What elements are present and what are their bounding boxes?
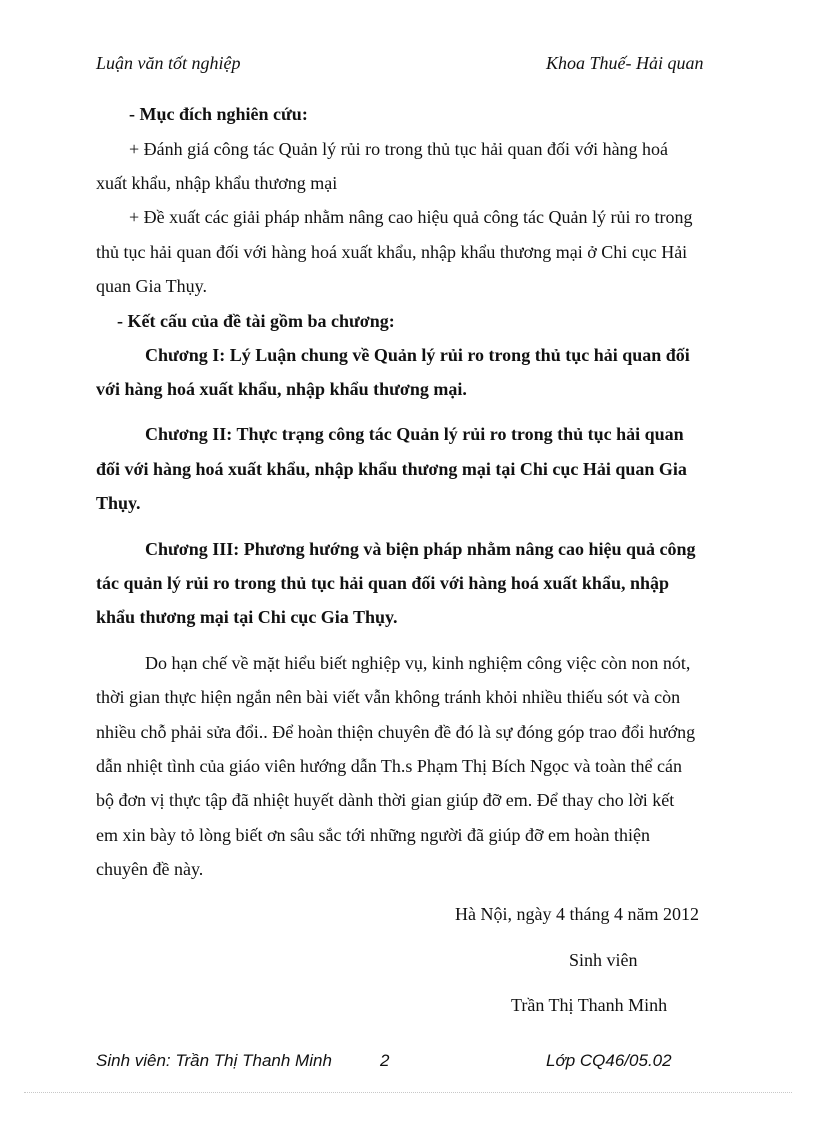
chapter-2-line-3: Thụy. <box>96 493 141 513</box>
structure-heading: - Kết cấu của đề tài gồm ba chương: <box>117 311 395 331</box>
footer-page-number: 2 <box>380 1051 390 1070</box>
purpose-item-2-line-3: quan Gia Thụy. <box>96 276 207 296</box>
closing-line-3: nhiều chỗ phải sửa đổi.. Để hoàn thiện chuyên đề đó là sự đóng góp trao đổi hướng <box>96 722 696 742</box>
signature-role: Sinh viên <box>569 950 638 970</box>
chapter-1-line-2: với hàng hoá xuất khẩu, nhập khẩu thương mại. <box>96 379 467 399</box>
closing-line-2: thời gian thực hiện ngắn nên bài viết vẫn không tránh khỏi nhiều thiếu sót và còn <box>96 687 681 707</box>
page-bottom-rule <box>24 1092 792 1093</box>
header-right: Khoa Thuế- Hải quan <box>546 53 704 73</box>
chapter-3-line-2: tác quản lý rủi ro trong thủ tục hải quan đối với hàng hoá xuất khẩu, nhập <box>96 573 669 593</box>
signature-date: Hà Nội, ngày 4 tháng 4 năm 2012 <box>455 904 699 924</box>
closing-line-1: Do hạn chế về mặt hiểu biết nghiệp vụ, kinh nghiệm công việc còn non nót, <box>145 653 691 673</box>
chapter-3-line-1: Chương III: Phương hướng và biện pháp nhằm nâng cao hiệu quả công <box>145 539 696 559</box>
chapter-3-line-3: khẩu thương mại tại Chi cục Gia Thụy. <box>96 607 398 627</box>
chapter-2-line-1: Chương II: Thực trạng công tác Quản lý rủi ro trong thủ tục hải quan <box>145 424 684 444</box>
footer-student: Sinh viên: Trần Thị Thanh Minh <box>96 1051 332 1070</box>
closing-line-4: dẫn nhiệt tình của giáo viên hướng dẫn Th.s Phạm Thị Bích Ngọc và toàn thể cán <box>96 756 682 776</box>
closing-line-7: chuyên đề này. <box>96 859 204 879</box>
purpose-item-2-line-1: + Đề xuất các giải pháp nhằm nâng cao hiệu quả công tác Quản lý rủi ro trong <box>129 207 693 227</box>
header-left: Luận văn tốt nghiệp <box>96 53 241 73</box>
chapter-1-line-1: Chương I: Lý Luận chung về Quản lý rủi ro trong thủ tục hải quan đối <box>145 345 690 365</box>
closing-line-5: bộ đơn vị thực tập đã nhiệt huyết dành thời gian giúp đỡ em. Để thay cho lời kết <box>96 790 675 810</box>
purpose-heading: - Mục đích nghiên cứu: <box>129 104 308 124</box>
footer-class: Lớp CQ46/05.02 <box>546 1051 672 1070</box>
purpose-item-2-line-2: thủ tục hải quan đối với hàng hoá xuất khẩu, nhập khẩu thương mại ở Chi cục Hải <box>96 242 688 262</box>
signature-name: Trần Thị Thanh Minh <box>511 995 668 1015</box>
closing-line-6: em xin bày tỏ lòng biết ơn sâu sắc tới những người đã giúp đỡ em hoàn thiện <box>96 825 651 845</box>
chapter-2-line-2: đối với hàng hoá xuất khẩu, nhập khẩu thương mại tại Chi cục Hải quan Gia <box>96 459 687 479</box>
purpose-item-1-line-2: xuất khẩu, nhập khẩu thương mại <box>96 173 338 193</box>
purpose-item-1-line-1: + Đánh giá công tác Quản lý rủi ro trong thủ tục hải quan đối với hàng hoá <box>129 139 669 159</box>
